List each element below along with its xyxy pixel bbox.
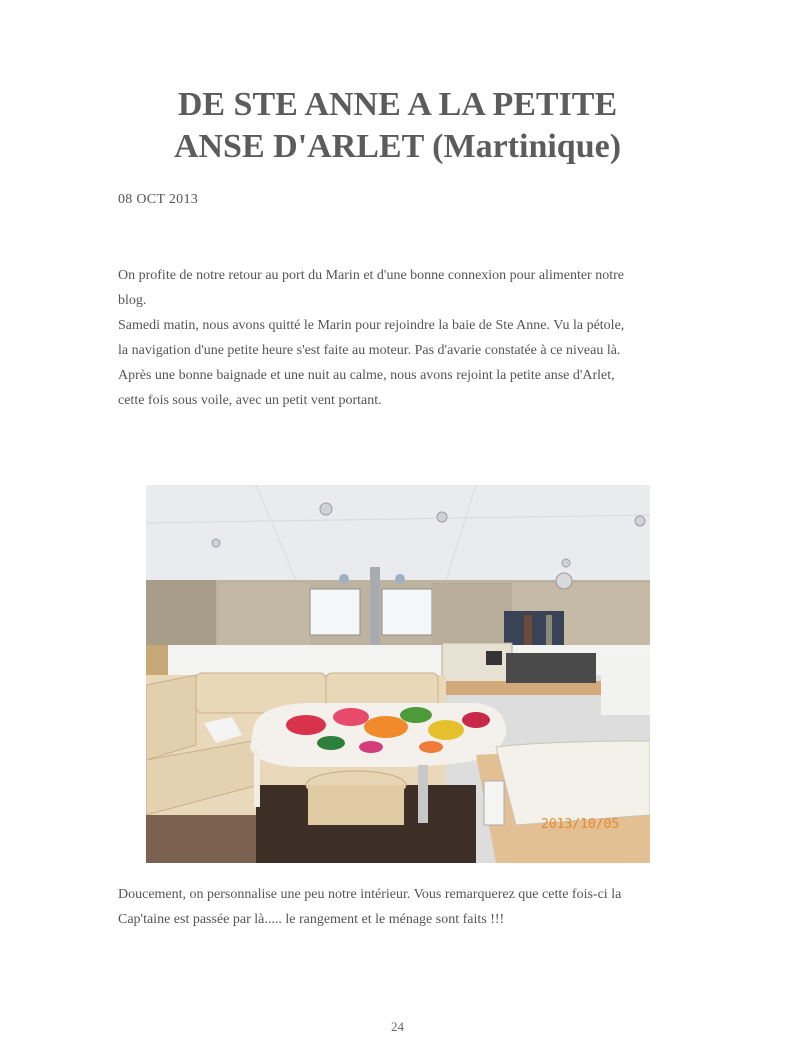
- page-title: [100, 84, 695, 168]
- catamaran-interior-photo: [146, 485, 650, 863]
- text-line: cette fois sous voile, avec un petit vent portant.: [118, 393, 382, 408]
- title-line-1: DE STE ANNE A LA PETITE: [177, 86, 618, 123]
- photo-illustration: [146, 485, 650, 863]
- intro-paragraph: [118, 263, 698, 413]
- text-line: Cap'taine est passée par là..... le rangement et le ménage sont faits !!!: [118, 912, 505, 927]
- photo-timestamp: 2013/10/05: [541, 817, 620, 832]
- text-line: la navigation d'une petite heure s'est faite au moteur. Pas d'avarie constatée à ce niveau là.: [118, 343, 621, 358]
- closing-paragraph: [118, 882, 698, 932]
- post-date: 08 OCT 2013: [118, 192, 199, 207]
- text-line: Samedi matin, nous avons quitté le Marin pour rejoindre la baie de Ste Anne. Vu la pétole,: [118, 318, 625, 333]
- text-line: On profite de notre retour au port du Marin et d'une bonne connexion pour alimenter notre: [118, 268, 624, 283]
- text-line: Doucement, on personnalise une peu notre intérieur. Vous remarquerez que cette fois-ci la: [118, 887, 622, 902]
- text-line: Après une bonne baignade et une nuit au calme, nous avons rejoint la petite anse d'Arlet,: [118, 368, 615, 383]
- page-number: 24: [391, 1019, 404, 1034]
- title-line-2: ANSE D'ARLET (Martinique): [173, 128, 622, 165]
- text-line: blog.: [118, 293, 147, 308]
